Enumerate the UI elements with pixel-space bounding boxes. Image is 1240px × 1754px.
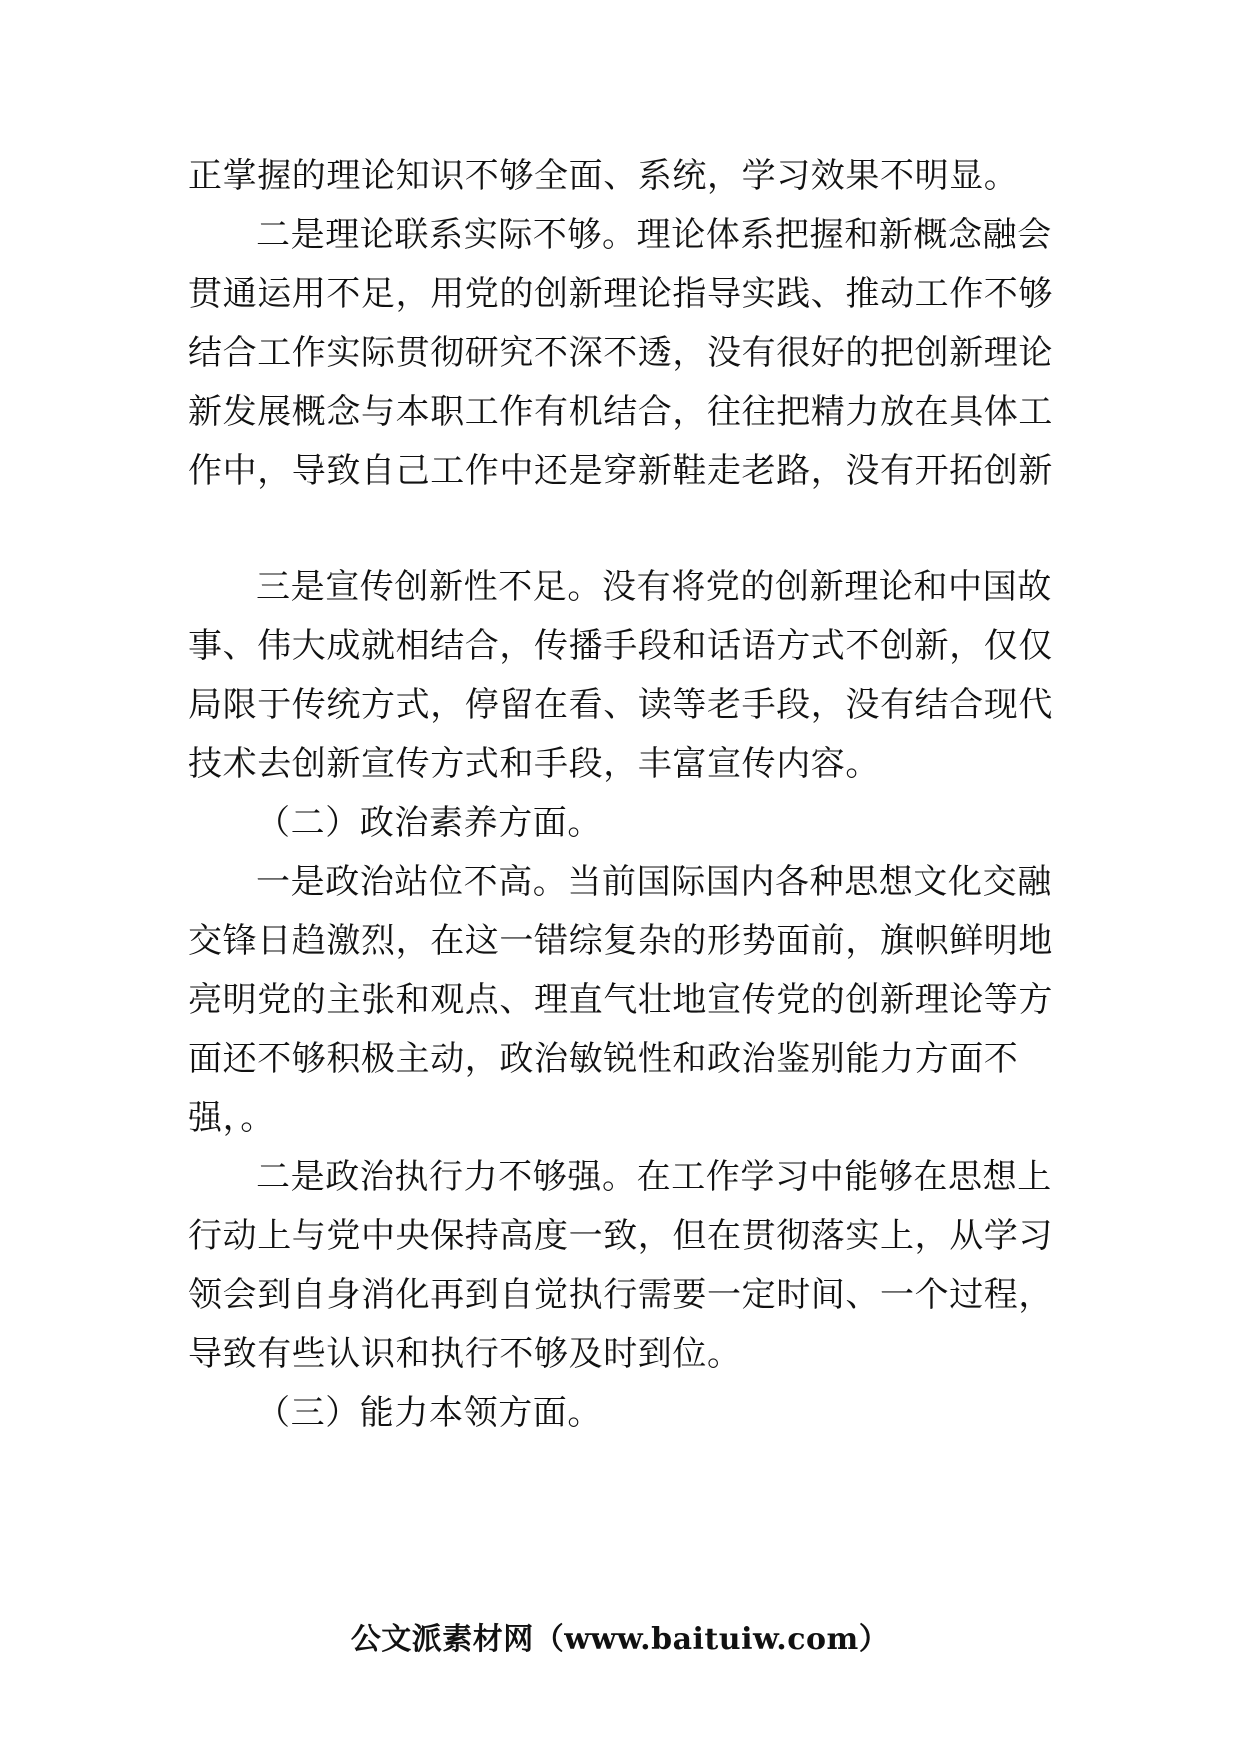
text-line: 面还不够积极主动，政治敏锐性和政治鉴别能力方面不: [188, 1039, 1019, 1079]
text-line: 正掌握的理论知识不够全面、系统，学习效果不明显。: [188, 156, 1019, 196]
text-line: 交锋日趋激烈，在这一错综复杂的形势面前，旗帜鲜明地: [188, 921, 1053, 961]
text-line: 领会到自身消化再到自觉执行需要一定时间、一个过程，: [188, 1275, 1053, 1315]
text-line: 事、伟大成就相结合，传播手段和话语方式不创新，仅仅: [188, 626, 1053, 666]
text-line: 作中，导致自己工作中还是穿新鞋走老路，没有开拓创新: [188, 451, 1053, 491]
text-line: 局限于传统方式，停留在看、读等老手段，没有结合现代: [188, 685, 1053, 725]
paragraph-start: 三是宣传创新性不足。没有将党的创新理论和中国故: [256, 567, 1052, 607]
text-line: 亮明党的主张和观点、理直气壮地宣传党的创新理论等方: [188, 980, 1053, 1020]
text-line: 行动上与党中央保持高度一致，但在贯彻落实上，从学习: [188, 1216, 1053, 1256]
text-line: 导致有些认识和执行不够及时到位。: [188, 1334, 742, 1374]
section-heading: （二）政治素养方面。: [256, 803, 602, 843]
text-line: 结合工作实际贯彻研究不深不透，没有很好的把创新理论: [188, 333, 1053, 373]
paragraph-start: 一是政治站位不高。当前国际国内各种思想文化交融: [256, 862, 1052, 902]
text-line: 技术去创新宣传方式和手段，丰富宣传内容。: [188, 744, 880, 784]
text-line: 强，。: [188, 1098, 275, 1138]
paragraph-start: 二是政治执行力不够强。在工作学习中能够在思想上: [256, 1157, 1052, 1197]
section-heading: （三）能力本领方面。: [256, 1393, 602, 1433]
paragraph-start: 二是理论联系实际不够。理论体系把握和新概念融会: [256, 215, 1052, 255]
text-line: 新发展概念与本职工作有机结合，往往把精力放在具体工: [188, 392, 1053, 432]
text-line: 贯通运用不足，用党的创新理论指导实践、推动工作不够: [188, 274, 1053, 314]
page-footer: 公文派素材网（www.baituiw.com）: [350, 1622, 890, 1657]
